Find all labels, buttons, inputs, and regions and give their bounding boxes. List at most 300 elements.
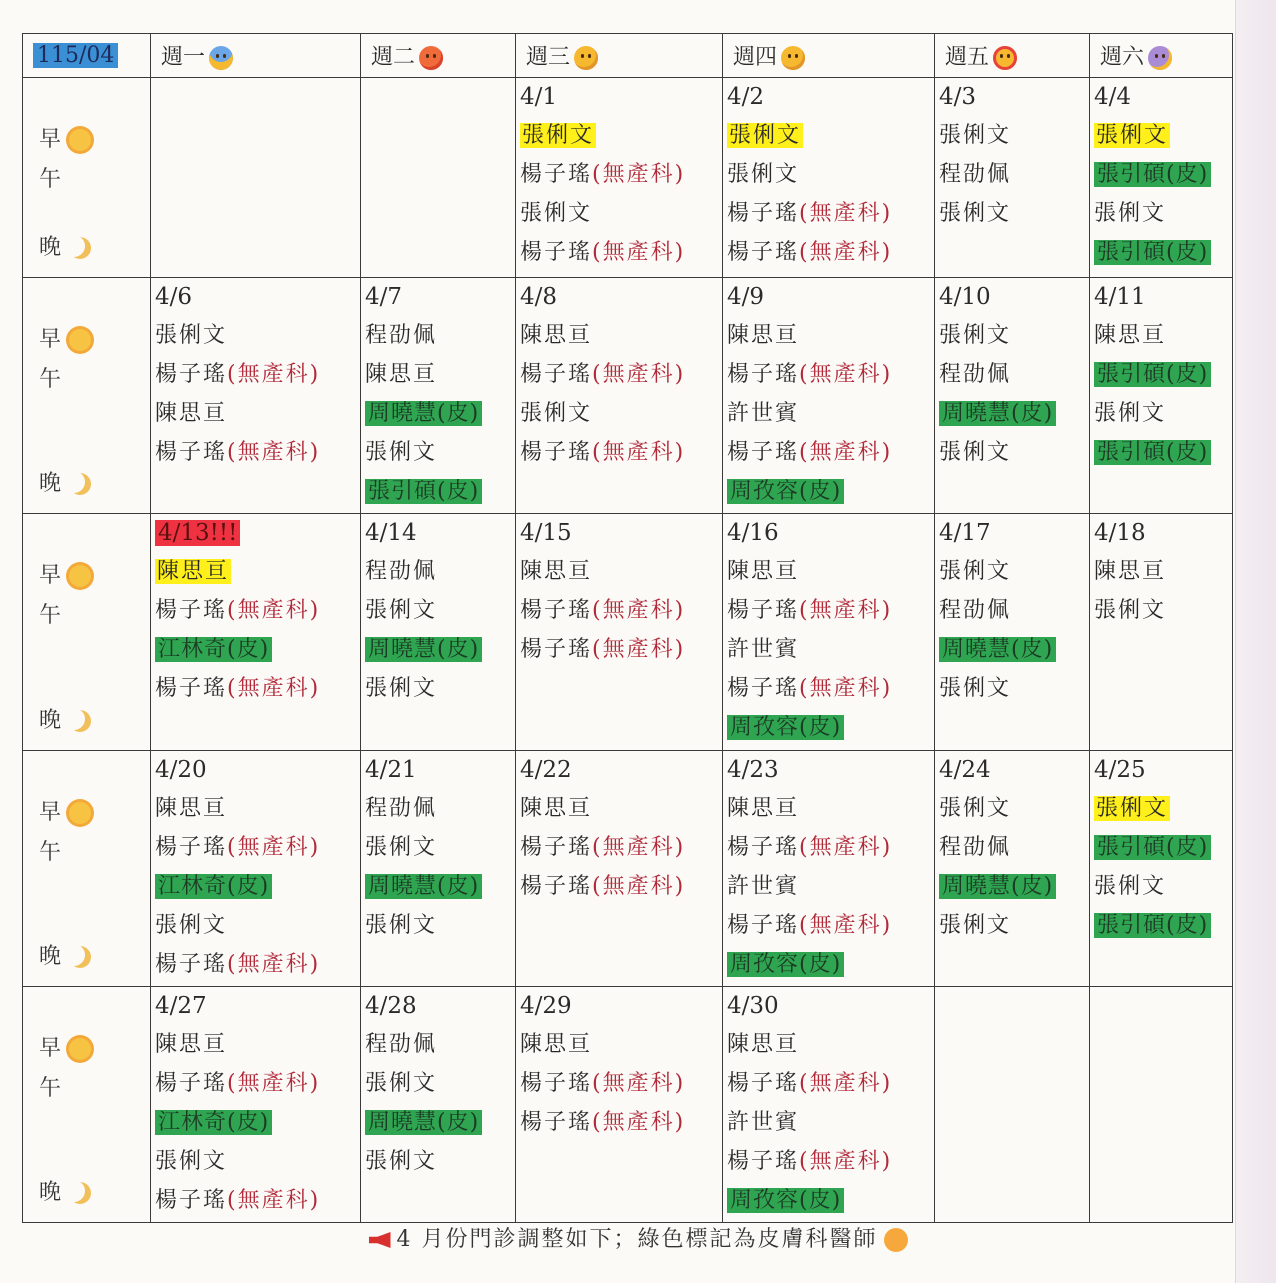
noon-label: 午 xyxy=(39,1075,62,1101)
night-label: 晚 xyxy=(39,939,91,970)
doctor-entry xyxy=(1090,194,1232,233)
doctor-entry xyxy=(723,233,934,272)
noon-label: 午 xyxy=(39,839,62,865)
department-note: (無產科) xyxy=(592,834,686,860)
footer-note xyxy=(0,1222,1276,1253)
day-cell xyxy=(723,78,935,278)
doctor-name: 楊子瑤 xyxy=(520,362,593,388)
day-cell xyxy=(935,278,1090,514)
week-row xyxy=(23,986,1233,1222)
doctor-entry xyxy=(361,472,515,511)
morning-label: 早 xyxy=(39,795,91,826)
weekday-label: 週三 xyxy=(526,45,571,70)
day-date: 4/22 xyxy=(520,756,572,783)
doctor-entry xyxy=(151,906,360,945)
doctor-entry xyxy=(723,828,934,867)
header-row xyxy=(23,34,1233,78)
doctor-entry xyxy=(723,1064,934,1103)
doctor-name: 張俐文 xyxy=(939,676,1012,702)
day-date: 4/25 xyxy=(1094,756,1146,783)
doctor-entry xyxy=(1090,867,1232,906)
department-note: (無產科) xyxy=(227,834,321,860)
doctor-name: 江林奇(皮) xyxy=(155,1110,272,1135)
doctor-name: 張俐文 xyxy=(520,201,593,226)
doctor-entry xyxy=(935,155,1089,194)
period-label-cell xyxy=(23,514,151,750)
doctor-entry xyxy=(516,116,722,155)
day-date: 4/11 xyxy=(1094,284,1146,311)
moon-icon xyxy=(69,473,91,495)
doctor-entry xyxy=(935,355,1089,394)
department-note: (無產科) xyxy=(592,162,686,187)
doctor-entry xyxy=(1090,552,1232,591)
doctor-name: 陳思亘 xyxy=(155,795,228,821)
doctor-entry xyxy=(361,867,515,906)
doctor-name: 張俐文 xyxy=(365,1070,438,1096)
doctor-entry xyxy=(516,867,722,906)
noon-label: 午 xyxy=(39,167,62,192)
doctor-name: 張俐文 xyxy=(1094,598,1167,624)
department-note: (無產科) xyxy=(592,873,686,899)
doctor-entry xyxy=(935,906,1089,945)
department-note: (無產科) xyxy=(592,637,686,663)
day-date: 4/7 xyxy=(365,284,403,311)
doctor-name: 陳思亘 xyxy=(727,795,800,821)
doctor-name: 程劭佩 xyxy=(365,559,438,585)
department-note: (無產科) xyxy=(227,676,321,702)
doctor-name: 楊子瑤 xyxy=(520,1070,593,1096)
department-note: (無產科) xyxy=(592,598,686,624)
doctor-entry xyxy=(723,355,934,394)
doctor-name: 陳思亘 xyxy=(365,362,438,388)
doctor-entry xyxy=(723,906,934,945)
day-date: 4/6 xyxy=(155,284,193,311)
doctor-entry xyxy=(516,1103,722,1142)
doctor-name: 楊子瑤 xyxy=(155,834,228,860)
day-cell xyxy=(1090,750,1233,986)
doctor-name: 張引碩(皮) xyxy=(1094,913,1211,938)
day-date: 4/16 xyxy=(727,520,779,547)
doctor-entry xyxy=(935,828,1089,867)
weekday-label: 週四 xyxy=(733,45,778,70)
doctor-entry xyxy=(361,906,515,945)
doctor-entry xyxy=(361,591,515,630)
doctor-name: 張引碩(皮) xyxy=(365,479,482,504)
doctor-name: 楊子瑤 xyxy=(520,162,593,187)
department-note: (無產科) xyxy=(799,834,893,860)
doctor-entry xyxy=(723,708,934,747)
doctor-entry xyxy=(723,945,934,984)
day-cell xyxy=(361,750,516,986)
doctor-name: 許世賓 xyxy=(727,1109,800,1135)
doctor-name: 楊子瑤 xyxy=(727,1148,800,1174)
department-note: (無產科) xyxy=(227,440,321,466)
day-cell xyxy=(361,278,516,514)
department-note: (無產科) xyxy=(799,1070,893,1096)
doctor-name: 楊子瑤 xyxy=(520,873,593,899)
doctor-name: 楊子瑤 xyxy=(727,676,800,702)
doctor-entry xyxy=(151,394,360,433)
doctor-name: 陳思亘 xyxy=(520,559,593,585)
doctor-entry xyxy=(1090,116,1232,155)
weekday-header-fri xyxy=(935,34,1090,78)
doctor-name: 周孜容(皮) xyxy=(727,715,844,740)
doctor-entry xyxy=(361,433,515,472)
doctor-entry xyxy=(151,355,360,394)
weekday-label: 週一 xyxy=(161,45,206,70)
doctor-name: 張俐文 xyxy=(729,123,802,148)
doctor-entry xyxy=(151,867,360,906)
doctor-name: 程劭佩 xyxy=(365,795,438,821)
day-cell xyxy=(1090,514,1233,750)
doctor-entry xyxy=(361,1142,515,1181)
doctor-entry xyxy=(516,1064,722,1103)
doctor-name: 陳思亘 xyxy=(155,401,228,427)
doctor-name: 陳思亘 xyxy=(1094,559,1167,585)
day-date: 4/23 xyxy=(727,756,779,783)
doctor-name: 江林奇(皮) xyxy=(155,637,272,662)
department-note: (無產科) xyxy=(592,1070,686,1096)
doctor-name: 張引碩(皮) xyxy=(1094,835,1211,860)
doctor-name: 張俐文 xyxy=(520,401,593,427)
doctor-entry xyxy=(361,394,515,433)
doctor-name: 楊子瑤 xyxy=(155,951,228,977)
day-date: 4/14 xyxy=(365,520,417,547)
doctor-entry xyxy=(516,194,722,233)
doctor-entry xyxy=(361,789,515,828)
day-date: 4/29 xyxy=(520,992,572,1019)
sun-icon xyxy=(69,129,91,151)
megaphone-icon xyxy=(369,1232,391,1248)
doctor-name: 陳思亘 xyxy=(520,1031,593,1057)
period-label-cell xyxy=(23,278,151,514)
department-note: (無產科) xyxy=(799,201,893,226)
doctor-name: 許世賓 xyxy=(727,637,800,663)
doctor-name: 許世賓 xyxy=(727,873,800,899)
day-cell xyxy=(516,750,723,986)
clinic-schedule-table xyxy=(22,33,1233,1223)
doctor-name: 張俐文 xyxy=(155,323,228,349)
doctor-entry xyxy=(723,1181,934,1220)
doctor-name: 張俐文 xyxy=(1096,123,1169,148)
doctor-entry xyxy=(361,669,515,708)
weekday-header-tue xyxy=(361,34,516,78)
department-note: (無產科) xyxy=(227,951,321,977)
department-note: (無產科) xyxy=(799,240,893,265)
doctor-name: 程劭佩 xyxy=(939,598,1012,624)
week-row xyxy=(23,514,1233,750)
doctor-entry xyxy=(723,1103,934,1142)
doctor-entry xyxy=(1090,155,1232,194)
doctor-name: 楊子瑤 xyxy=(727,834,800,860)
weekday-header-thu xyxy=(723,34,935,78)
doctor-entry xyxy=(516,233,722,272)
doctor-name: 張引碩(皮) xyxy=(1094,440,1211,465)
moon-icon xyxy=(69,237,91,259)
doctor-entry xyxy=(723,116,934,155)
doctor-name: 楊子瑤 xyxy=(520,598,593,624)
day-cell xyxy=(935,514,1090,750)
doctor-entry xyxy=(151,552,360,591)
doctor-entry xyxy=(723,867,934,906)
day-cell xyxy=(361,514,516,750)
doctor-name: 楊子瑤 xyxy=(155,676,228,702)
department-note: (無產科) xyxy=(592,362,686,388)
moon-icon xyxy=(69,710,91,732)
weekday-header-sat xyxy=(1090,34,1233,78)
day-cell xyxy=(1090,986,1233,1222)
sun-icon xyxy=(69,329,91,351)
day-cell xyxy=(1090,78,1233,278)
doctor-entry xyxy=(151,1103,360,1142)
doctor-entry xyxy=(1090,233,1232,272)
doctor-entry xyxy=(151,1142,360,1181)
doctor-entry xyxy=(1090,394,1232,433)
doctor-name: 張引碩(皮) xyxy=(1094,240,1211,265)
doctor-name: 張俐文 xyxy=(1094,873,1167,899)
doctor-entry xyxy=(361,1103,515,1142)
day-cell xyxy=(723,514,935,750)
department-note: (無產科) xyxy=(592,440,686,466)
day-cell xyxy=(151,986,361,1222)
doctor-name: 張俐文 xyxy=(939,323,1012,349)
day-date: 4/13!!! xyxy=(151,514,360,552)
department-note: (無產科) xyxy=(799,676,893,702)
day-cell xyxy=(516,986,723,1222)
doctor-name: 張引碩(皮) xyxy=(1094,362,1211,387)
doctor-name: 張俐文 xyxy=(155,1148,228,1174)
weekday-label: 週二 xyxy=(371,45,416,70)
night-label: 晚 xyxy=(39,230,91,261)
doctor-entry xyxy=(151,1025,360,1064)
department-note: (無產科) xyxy=(799,1148,893,1174)
doctor-entry xyxy=(361,630,515,669)
department-note: (無產科) xyxy=(227,598,321,624)
doctor-entry xyxy=(361,316,515,355)
day-cell xyxy=(361,78,516,278)
footer-text: 4 月份門診調整如下；綠色標記為皮膚科醫師 xyxy=(396,1227,878,1252)
night-label: 晚 xyxy=(39,1175,91,1206)
doctor-entry xyxy=(935,116,1089,155)
weekday-header-wed xyxy=(516,34,723,78)
doctor-entry xyxy=(516,316,722,355)
doctor-name: 陳思亘 xyxy=(727,559,800,585)
doctor-entry xyxy=(516,155,722,194)
day-date: 4/8 xyxy=(520,284,558,311)
sun-icon xyxy=(69,565,91,587)
doctor-name: 陳思亘 xyxy=(157,559,230,585)
period-label-cell xyxy=(23,78,151,278)
doctor-name: 張俐文 xyxy=(365,598,438,624)
department-note: (無產科) xyxy=(799,362,893,388)
weekday-header-mon xyxy=(151,34,361,78)
doctor-entry xyxy=(516,1025,722,1064)
doctor-entry xyxy=(151,433,360,472)
doctor-entry xyxy=(1090,591,1232,630)
department-note: (無產科) xyxy=(799,912,893,938)
day-date: 4/24 xyxy=(939,756,991,783)
doctor-name: 周曉慧(皮) xyxy=(939,401,1056,426)
day-date: 4/1 xyxy=(520,84,558,110)
day-cell xyxy=(151,750,361,986)
doctor-name: 張俐文 xyxy=(365,1148,438,1174)
doctor-entry xyxy=(935,630,1089,669)
doctor-name: 張俐文 xyxy=(365,834,438,860)
day-date: 4/4 xyxy=(1094,84,1132,110)
doctor-name: 周孜容(皮) xyxy=(727,479,844,504)
doctor-name: 周曉慧(皮) xyxy=(939,874,1056,899)
doctor-entry xyxy=(151,1181,360,1220)
noon-label: 午 xyxy=(39,603,62,629)
day-cell xyxy=(723,750,935,986)
moon-icon xyxy=(69,1182,91,1204)
day-date: 4/17 xyxy=(939,520,991,547)
doctor-entry xyxy=(723,194,934,233)
doctor-entry xyxy=(723,669,934,708)
doctor-name: 陳思亘 xyxy=(727,1031,800,1057)
doctor-entry xyxy=(723,155,934,194)
doctor-entry xyxy=(361,552,515,591)
day-date: 4/20 xyxy=(155,756,207,783)
department-note: (無產科) xyxy=(227,1187,321,1213)
day-cell xyxy=(723,278,935,514)
doctor-name: 江林奇(皮) xyxy=(155,874,272,899)
doctor-entry xyxy=(935,433,1089,472)
doctor-entry xyxy=(516,591,722,630)
doctor-entry xyxy=(516,433,722,472)
month-label: 115/04 xyxy=(33,43,118,68)
day-date: 4/28 xyxy=(365,992,417,1019)
department-note: (無產科) xyxy=(799,598,893,624)
doctor-name: 楊子瑤 xyxy=(727,912,800,938)
doctor-name: 楊子瑤 xyxy=(727,201,800,226)
day-cell xyxy=(516,514,723,750)
star-struck-face-icon xyxy=(993,46,1017,70)
doctor-name: 周孜容(皮) xyxy=(727,952,844,977)
morning-label: 早 xyxy=(39,558,91,589)
night-label: 晚 xyxy=(39,466,91,497)
doctor-name: 楊子瑤 xyxy=(727,440,800,466)
doctor-entry xyxy=(516,394,722,433)
doctor-name: 許世賓 xyxy=(727,401,800,427)
doctor-name: 楊子瑤 xyxy=(520,637,593,663)
doctor-name: 周曉慧(皮) xyxy=(365,874,482,899)
doctor-name: 程劭佩 xyxy=(365,1031,438,1057)
doctor-entry xyxy=(361,828,515,867)
doctor-entry xyxy=(516,789,722,828)
doctor-name: 張俐文 xyxy=(365,676,438,702)
day-cell xyxy=(935,750,1090,986)
doctor-name: 楊子瑤 xyxy=(155,598,228,624)
doctor-name: 張俐文 xyxy=(939,201,1012,226)
doctor-name: 陳思亘 xyxy=(727,323,800,349)
doctor-entry xyxy=(935,591,1089,630)
day-cell xyxy=(516,78,723,278)
party-face-icon xyxy=(1148,46,1172,70)
doctor-name: 楊子瑤 xyxy=(727,598,800,624)
smiling-face-icon xyxy=(781,46,805,70)
doctor-name: 張俐文 xyxy=(155,912,228,938)
doctor-name: 楊子瑤 xyxy=(520,440,593,466)
day-date: 4/15 xyxy=(520,520,572,547)
doctor-entry xyxy=(723,1142,934,1181)
period-label-cell xyxy=(23,750,151,986)
day-cell xyxy=(935,986,1090,1222)
doctor-name: 楊子瑤 xyxy=(727,240,800,265)
angry-face-icon xyxy=(419,46,443,70)
doctor-entry xyxy=(1090,316,1232,355)
doctor-name: 楊子瑤 xyxy=(155,1070,228,1096)
doctor-name: 楊子瑤 xyxy=(727,1070,800,1096)
day-date: 4/18 xyxy=(1094,520,1146,547)
doctor-name: 張俐文 xyxy=(939,440,1012,466)
doctor-entry xyxy=(935,316,1089,355)
doctor-entry xyxy=(151,1064,360,1103)
fear-face-icon xyxy=(209,46,233,70)
day-date: 4/9 xyxy=(727,284,765,311)
doctor-entry xyxy=(361,1064,515,1103)
week-row xyxy=(23,750,1233,986)
doctor-name: 張俐文 xyxy=(939,912,1012,938)
day-date: 4/21 xyxy=(365,756,417,783)
doctor-entry xyxy=(516,355,722,394)
doctor-name: 陳思亘 xyxy=(155,1031,228,1057)
doctor-name: 張俐文 xyxy=(365,440,438,466)
doctor-name: 程劭佩 xyxy=(939,162,1012,187)
doctor-entry xyxy=(723,789,934,828)
doctor-entry xyxy=(151,828,360,867)
day-cell xyxy=(361,986,516,1222)
doctor-name: 陳思亘 xyxy=(1094,323,1167,349)
doctor-name: 張俐文 xyxy=(365,912,438,938)
doctor-entry xyxy=(723,433,934,472)
doctor-entry xyxy=(1090,789,1232,828)
doctor-entry xyxy=(151,669,360,708)
doctor-name: 程劭佩 xyxy=(939,834,1012,860)
doctor-entry xyxy=(935,552,1089,591)
department-note: (無產科) xyxy=(592,240,686,265)
doctor-entry xyxy=(723,552,934,591)
doctor-entry xyxy=(1090,433,1232,472)
doctor-entry xyxy=(151,591,360,630)
doctor-name: 周曉慧(皮) xyxy=(365,401,482,426)
department-note: (無產科) xyxy=(799,440,893,466)
doctor-entry xyxy=(723,591,934,630)
doctor-name: 程劭佩 xyxy=(365,323,438,349)
doctor-entry xyxy=(1090,355,1232,394)
doctor-entry xyxy=(1090,828,1232,867)
day-cell xyxy=(516,278,723,514)
doctor-entry xyxy=(935,394,1089,433)
sun-icon xyxy=(69,802,91,824)
doctor-name: 張俐文 xyxy=(727,162,800,187)
doctor-entry xyxy=(723,472,934,511)
day-date: 4/10 xyxy=(939,284,991,311)
noon-label: 午 xyxy=(39,367,62,393)
doctor-entry xyxy=(723,630,934,669)
morning-label: 早 xyxy=(39,322,91,353)
doctor-entry xyxy=(151,316,360,355)
doctor-name: 楊子瑤 xyxy=(727,362,800,388)
day-date: 4/2 xyxy=(727,84,765,110)
day-cell xyxy=(151,78,361,278)
doctor-entry xyxy=(151,945,360,984)
doctor-name: 張俐文 xyxy=(939,559,1012,585)
doctor-entry xyxy=(723,1025,934,1064)
doctor-name: 楊子瑤 xyxy=(155,440,228,466)
grinning-face-icon xyxy=(574,46,598,70)
doctor-name: 周孜容(皮) xyxy=(727,1188,844,1213)
